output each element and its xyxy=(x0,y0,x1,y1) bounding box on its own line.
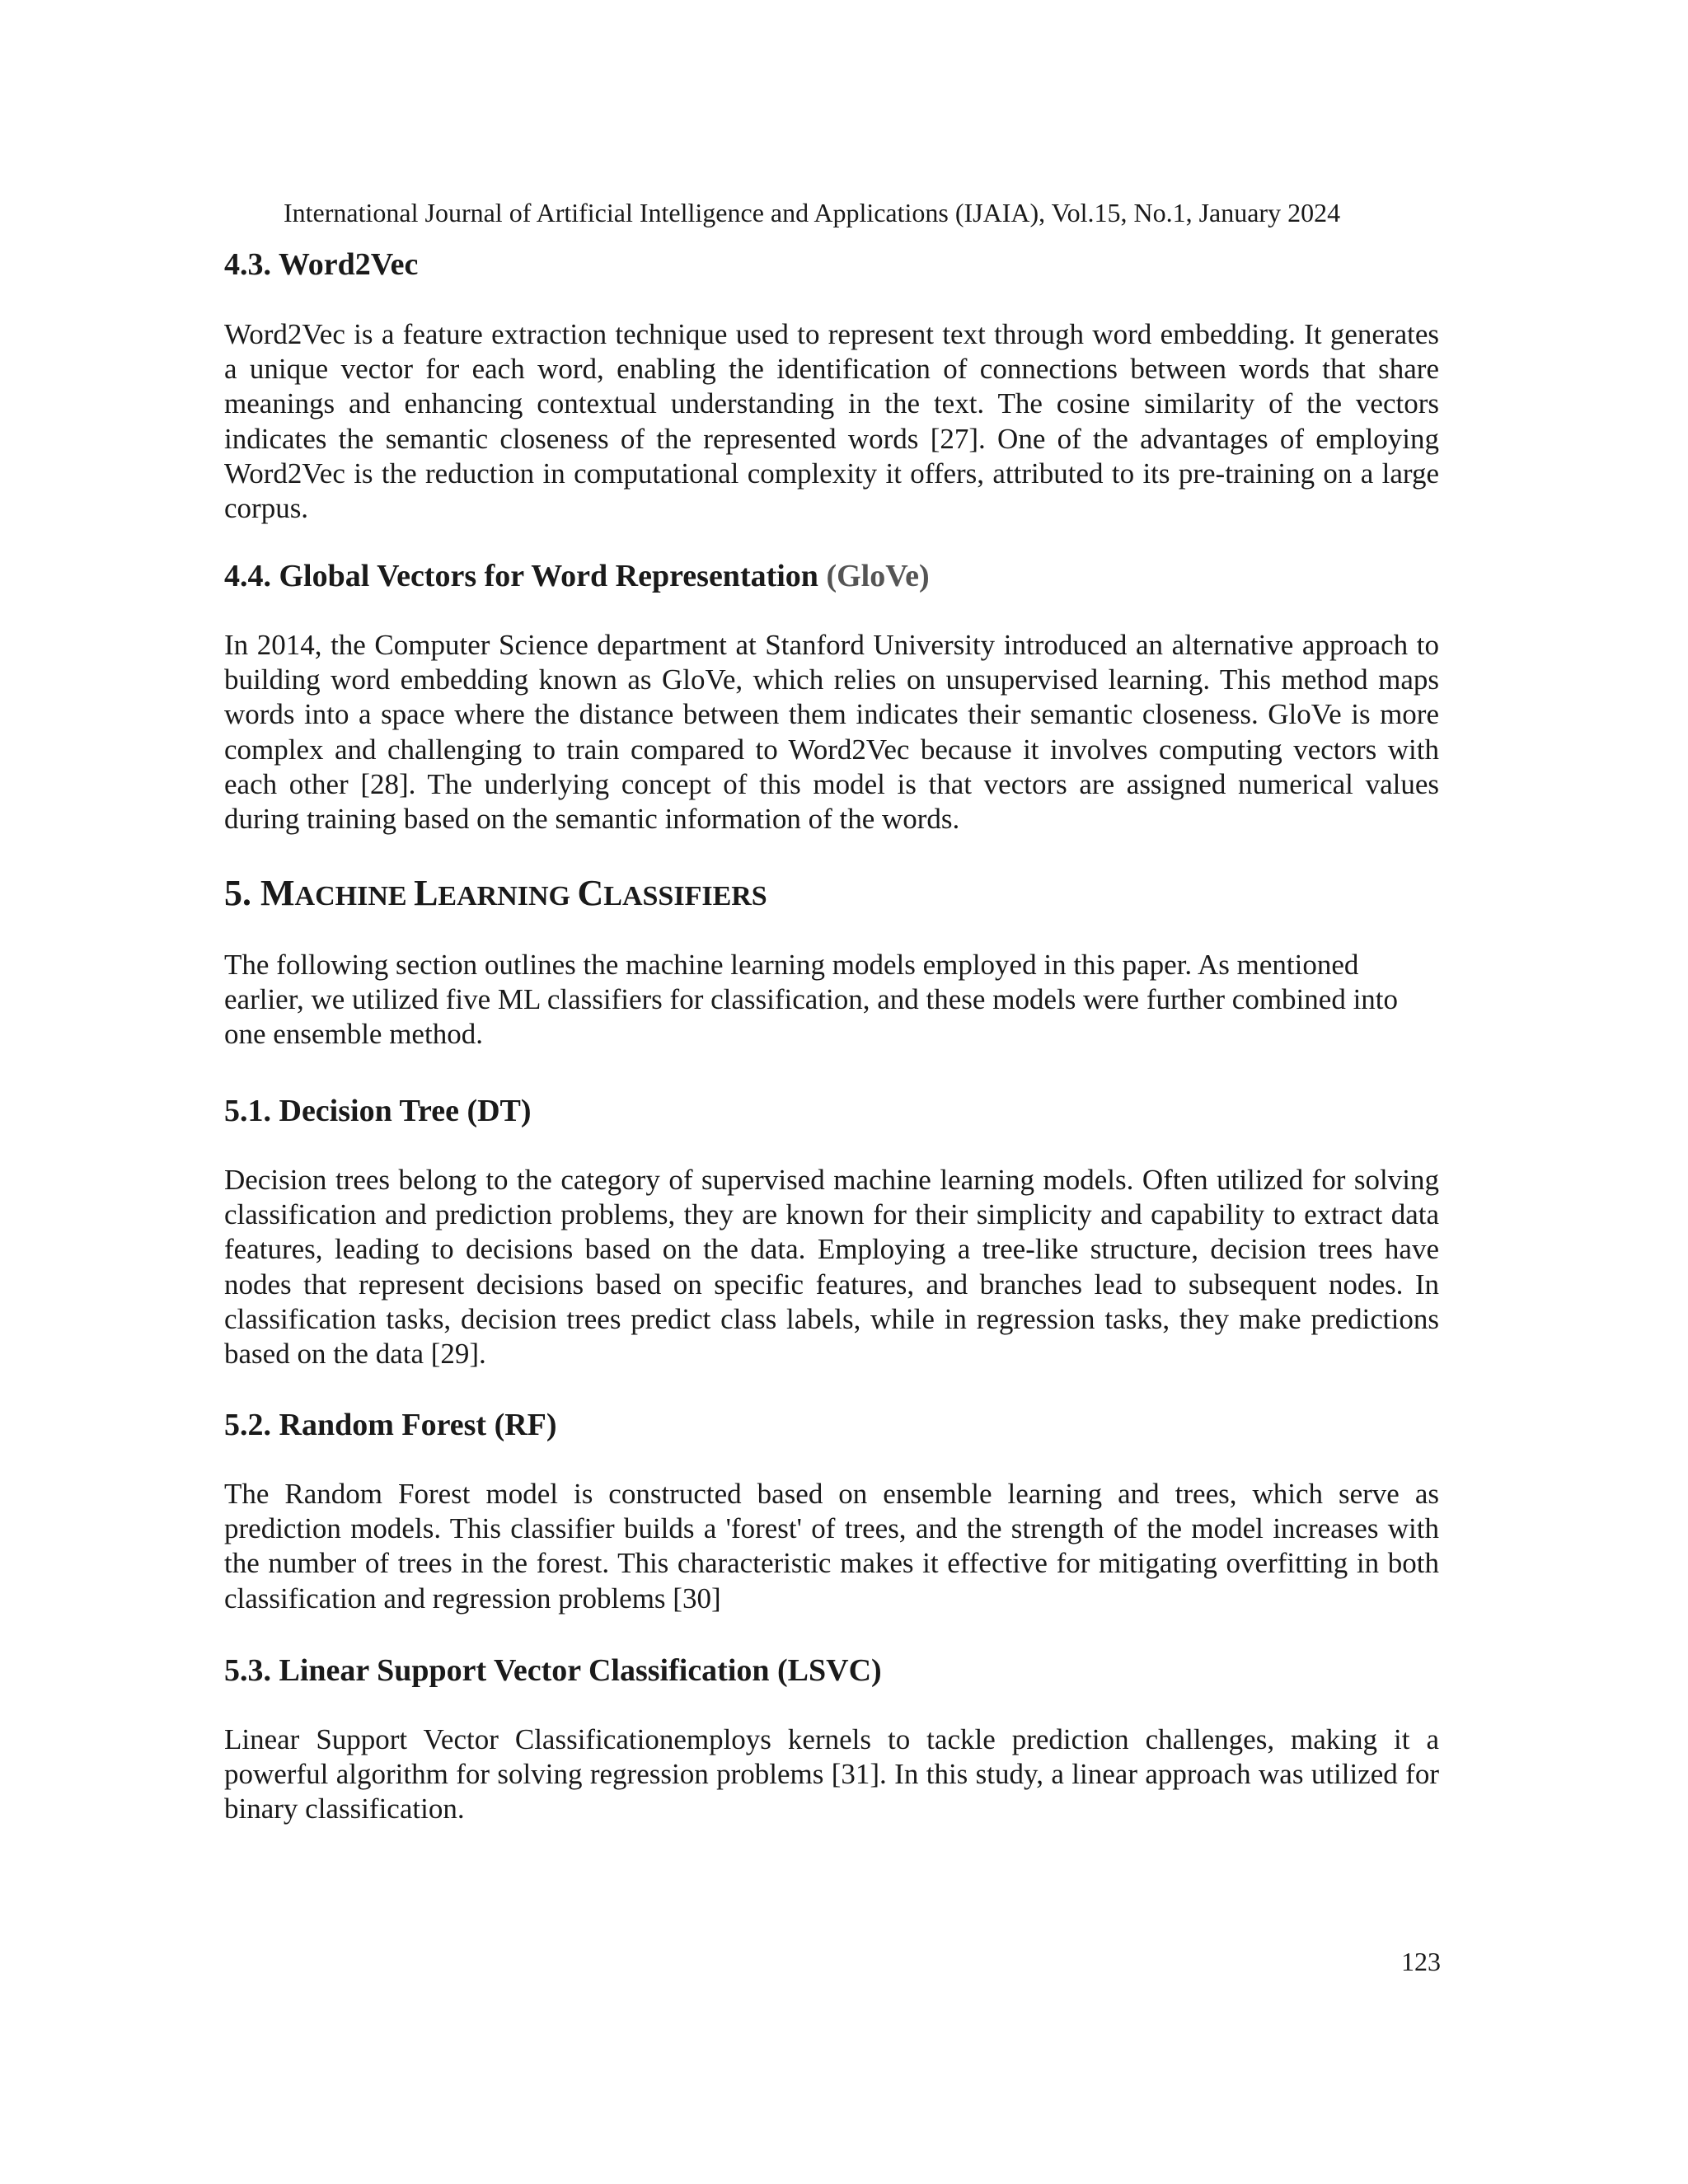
section-heading-word2vec: 4.3. Word2Vec xyxy=(224,247,419,282)
section-heading-glove xyxy=(224,557,930,595)
chapter-heading-number: 5. xyxy=(224,873,260,913)
paragraph-lsvc: Linear Support Vector Classificationemploys kernels to tackle prediction challenges, making it a powerful algorithm for solving regression problems [31]. In this study, a linear approach was utilized for binary classification. xyxy=(224,1723,1439,1825)
chapter-heading-part: L xyxy=(414,873,438,913)
section-heading-decision-tree: 5.1. Decision Tree (DT) xyxy=(224,1094,532,1128)
section-heading-glove-main: 4.4. Global Vectors for Word Representation xyxy=(224,559,827,593)
running-head: International Journal of Artificial Intelligence and Applications (IJAIA), Vol.15, No.1, January 2024 xyxy=(284,198,1341,227)
page-number: 123 xyxy=(1401,1947,1441,1976)
chapter-heading-part: M xyxy=(260,873,295,913)
paragraph-word2vec: Word2Vec is a feature extraction technique used to represent text through word embedding. It generates a unique vector for each word, enabling the identification of connections between words that share meanings and enhancing contextual understanding in the text. The cosine similarity of the vectors indicates the semantic closeness of the represented words [27]. One of the advantages of employing Word2Vec is the reduction in computational complexity it offers, attributed to its pre-training on a large corpus. xyxy=(224,318,1439,525)
chapter-heading-part: C xyxy=(577,873,604,913)
section-heading-glove-abbrev: (GloVe) xyxy=(826,559,930,593)
chapter-heading-part: LASSIFIERS xyxy=(603,881,767,912)
chapter-heading-part: ACHINE xyxy=(294,881,415,912)
paragraph-random-forest: The Random Forest model is constructed based on ensemble learning and trees, which serve as prediction models. This classifier builds a 'forest' of trees, and the strength of the model increases with the number of trees in the forest. This characteristic makes it effective for mitigating overfitting in both classification and regression problems [30] xyxy=(224,1478,1439,1615)
paragraph-glove: In 2014, the Computer Science department at Stanford University introduced an alternative approach to building word embedding known as GloVe, which relies on unsupervised learning. This method maps words into a space where the distance between them indicates their semantic closeness. GloVe is more complex and challenging to train compared to Word2Vec because it involves computing vectors with each other [28]. The underlying concept of this model is that vectors are assigned numerical values during training based on the semantic information of the words. xyxy=(224,629,1439,836)
paragraph-ml-classifiers-intro: The following section outlines the machine learning models employed in this paper. As mentioned earlier, we utilized five ML classifiers for classification, and these models were further combined into one ensemble method. xyxy=(224,949,1399,1051)
chapter-heading-part: EARNING xyxy=(438,881,578,912)
section-heading-random-forest: 5.2. Random Forest (RF) xyxy=(224,1408,557,1442)
section-heading-lsvc: 5.3. Linear Support Vector Classification (LSVC) xyxy=(224,1653,882,1688)
chapter-heading-ml-classifiers xyxy=(224,872,767,918)
paragraph-decision-tree: Decision trees belong to the category of supervised machine learning models. Often utilized for solving classification and prediction problems, they are known for their simplicity and capability to extract data features, leading to decisions based on the data. Employing a tree-like structure, decision trees have nodes that represent decisions based on specific features, and branches lead to subsequent nodes. In classification tasks, decision trees predict class labels, while in regression tasks, they make predictions based on the data [29]. xyxy=(224,1164,1439,1371)
